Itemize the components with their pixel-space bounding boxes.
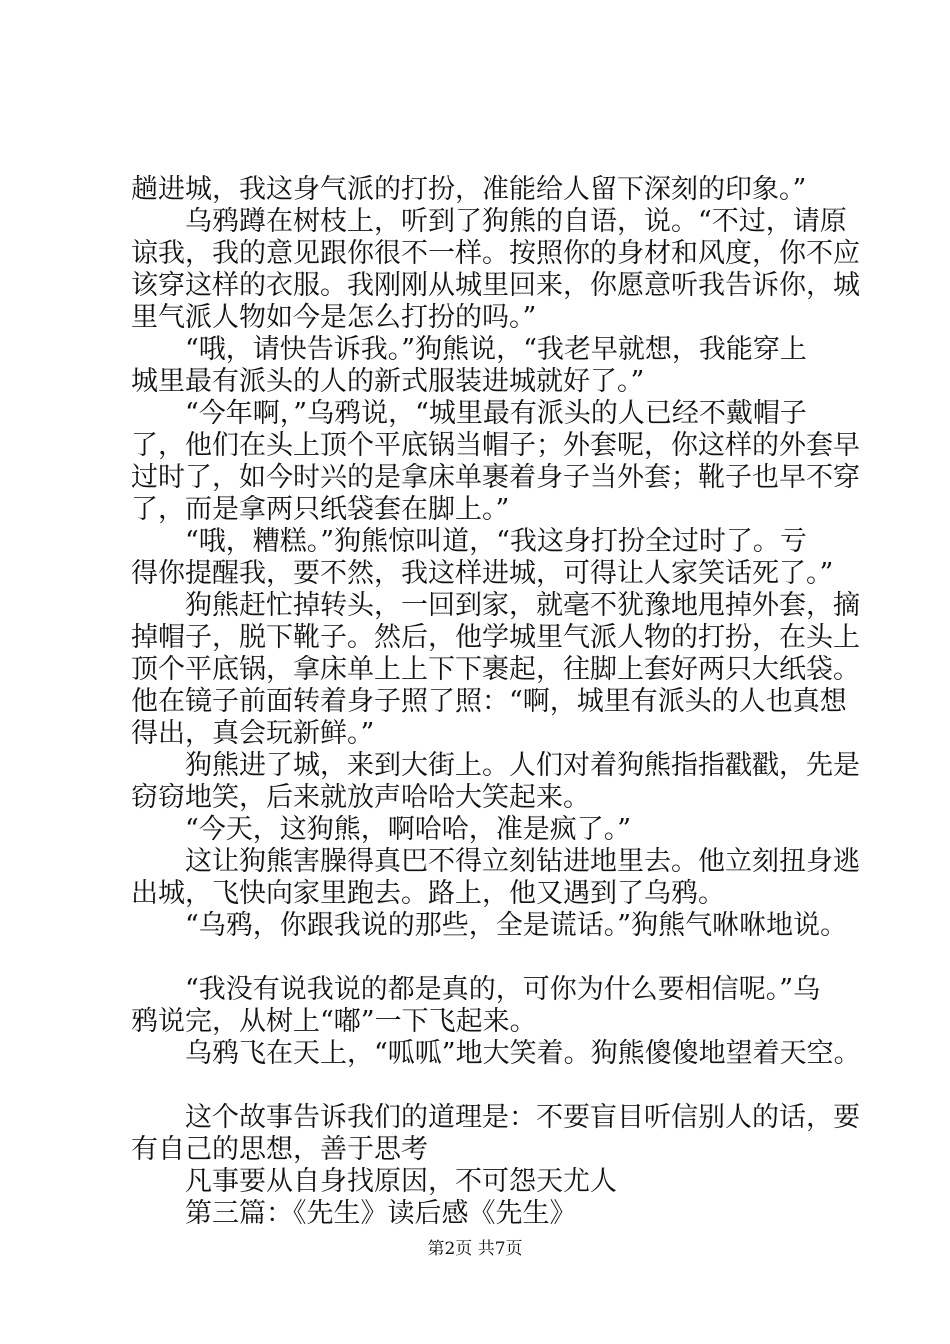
text-line: 有自己的思想，善于思考 — [131, 1134, 428, 1165]
text-line: “哦，请快告诉我。”狗熊说，“我老早就想，我能穿上 — [185, 334, 807, 365]
text-line: 窃窃地笑，后来就放声哈哈大笑起来。 — [131, 782, 590, 813]
text-line: 掉帽子，脱下靴子。然后，他学城里气派人物的打扮，在头上 — [131, 622, 860, 653]
text-line: 这个故事告诉我们的道理是：不要盲目听信别人的话，要 — [185, 1102, 860, 1133]
text-line: 过时了，如今时兴的是拿床单裹着身子当外套；靴子也早不穿 — [131, 462, 860, 493]
text-line: 了，他们在头上顶个平底锅当帽子；外套呢，你这样的外套早 — [131, 430, 860, 461]
text-line: 他在镜子前面转着身子照了照：“啊，城里有派头的人也真想 — [131, 686, 847, 717]
text-line: “今年啊，”乌鸦说，“城里最有派头的人已经不戴帽子 — [185, 398, 807, 429]
text-line: 得出，真会玩新鲜。” — [131, 718, 375, 749]
text-line: 了，而是拿两只纸袋套在脚上。” — [131, 494, 510, 525]
text-line: 出城，飞快向家里跑去。路上，他又遇到了乌鸦。 — [131, 878, 725, 909]
text-line: 趟进城，我这身气派的打扮，准能给人留下深刻的印象。” — [131, 174, 807, 205]
text-line: “哦，糟糕。”狗熊惊叫道，“我这身打扮全过时了。亏 — [185, 526, 807, 557]
text-line: 狗熊进了城，来到大街上。人们对着狗熊指指戳戳，先是 — [185, 750, 860, 781]
text-line: “我没有说我说的都是真的，可你为什么要相信呢。”乌 — [185, 974, 821, 1005]
text-line: 乌鸦飞在天上，“呱呱”地大笑着。狗熊傻傻地望着天空。 — [185, 1038, 861, 1069]
text-line: 顶个平底锅，拿床单上上下下裹起，往脚上套好两只大纸袋。 — [131, 654, 860, 685]
text-line: 里气派人物如今是怎么打扮的吗。” — [131, 302, 537, 333]
text-line: 城里最有派头的人的新式服装进城就好了。” — [131, 366, 645, 397]
text-line: 谅我，我的意见跟你很不一样。按照你的身材和风度，你不应 — [131, 238, 860, 269]
text-line: 得你提醒我，要不然，我这样进城，可得让人家笑话死了。” — [131, 558, 834, 589]
text-line: 鸦说完，从树上“嘟”一下飞起来。 — [131, 1006, 537, 1037]
page-number-footer: 第2页 共7页 — [427, 1239, 523, 1259]
text-line: 凡事要从自身找原因，不可怨天尤人 — [185, 1166, 617, 1197]
text-line: 乌鸦蹲在树枝上，听到了狗熊的自语，说。“不过，请原 — [185, 206, 847, 237]
section-heading: 第三篇：《先生》读后感《先生》 — [185, 1198, 577, 1229]
text-line: “乌鸦，你跟我说的那些，全是谎话。”狗熊气咻咻地说。 — [185, 910, 848, 941]
text-line: 狗熊赶忙掉转头，一回到家，就毫不犹豫地甩掉外套，摘 — [185, 590, 860, 621]
text-line: 这让狗熊害臊得真巴不得立刻钻进地里去。他立刻扭身逃 — [185, 846, 860, 877]
text-line: “今天，这狗熊，啊哈哈，准是疯了。” — [185, 814, 632, 845]
text-line: 该穿这样的衣服。我刚刚从城里回来，你愿意听我告诉你，城 — [131, 270, 860, 301]
